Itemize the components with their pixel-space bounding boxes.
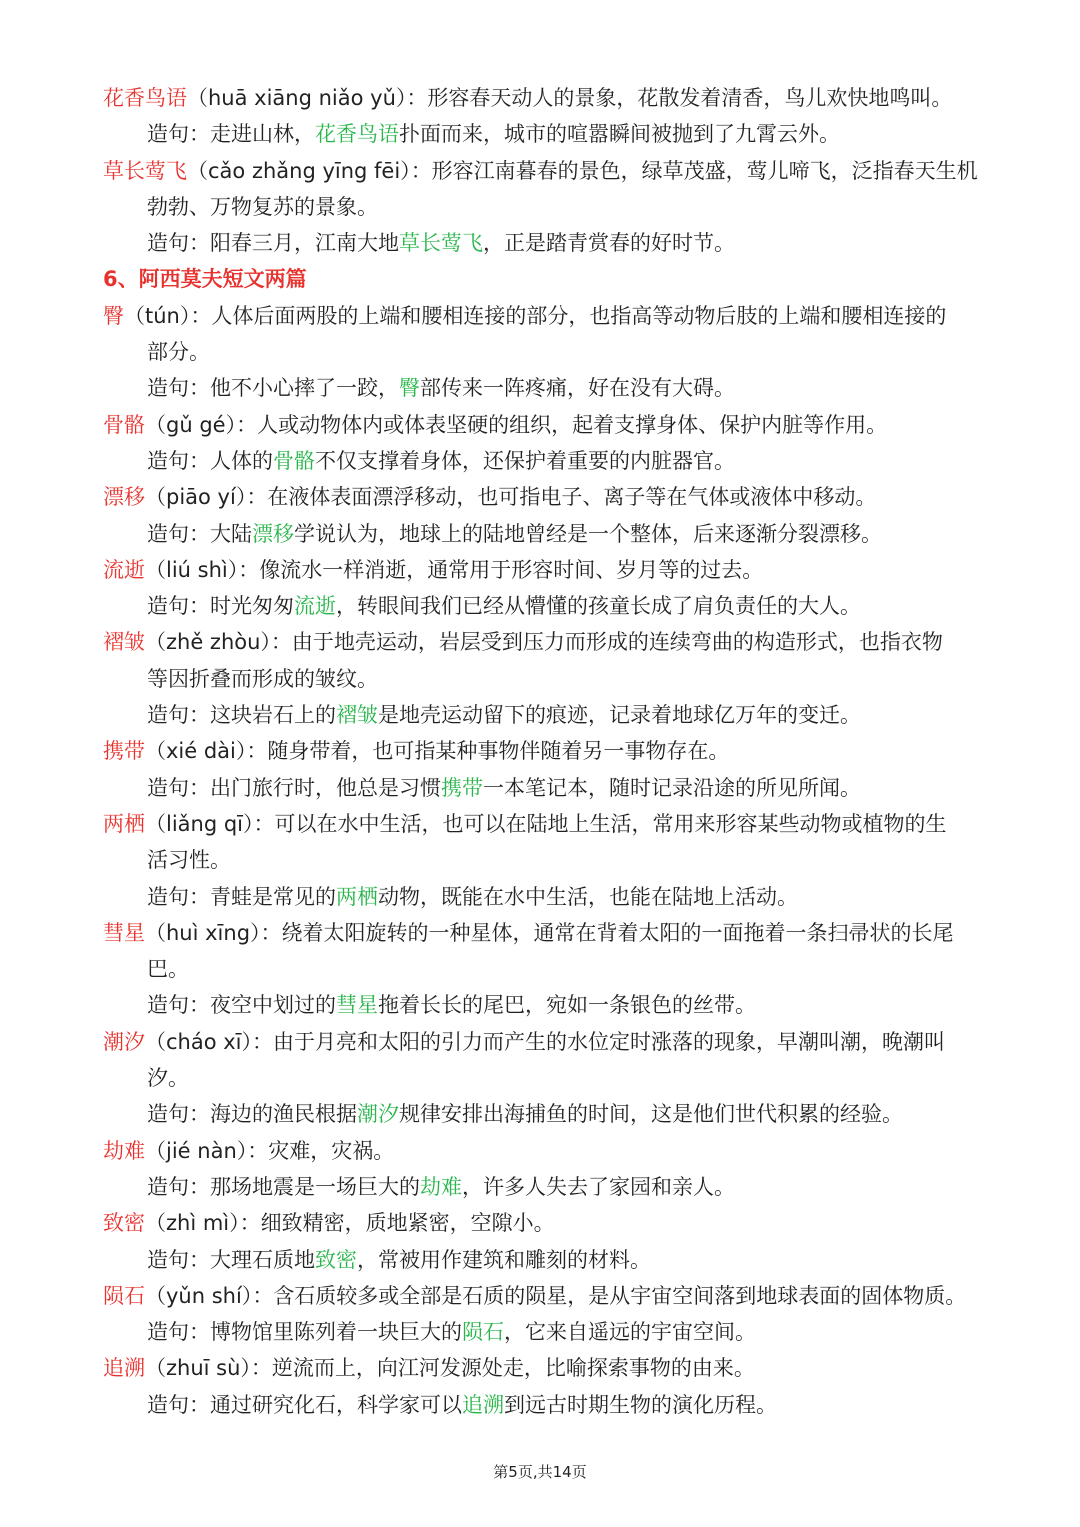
pinyin: （xié dài） (145, 739, 247, 764)
entry-line (103, 552, 983, 588)
entry-line (103, 1278, 983, 1314)
example-sentence (103, 697, 983, 733)
pinyin: （liǎng qī） (145, 811, 254, 836)
sentence-prefix: 造句：海边的渔民根据 (147, 1102, 357, 1127)
page-footer: 第5页,共14页 (493, 1463, 587, 1481)
sentence-prefix: 造句：这块岩石上的 (147, 703, 336, 728)
sentence-keyword: 两栖 (336, 884, 378, 909)
definition: ：可以在水中生活，也可以在陆地上生活，常用来形容某些动物或植物的生 (253, 811, 947, 836)
pinyin: （piāo yí） (145, 485, 247, 510)
example-sentence (103, 1387, 983, 1423)
sentence-prefix: 造句：博物馆里陈列着一块巨大的 (147, 1320, 462, 1345)
sentence-keyword: 花香鸟语 (315, 122, 399, 147)
headword: 致密 (103, 1211, 145, 1236)
sentence-keyword: 陨石 (462, 1320, 504, 1345)
sentence-suffix: ，正是踏青赏春的好时节。 (483, 231, 735, 256)
definition: ：人体后面两股的上端和腰相连接的部分，也指高等动物后肢的上端和腰相连接的 (190, 303, 947, 328)
headword: 臀 (103, 303, 124, 328)
entry-line (103, 80, 983, 116)
headword: 流逝 (103, 557, 145, 582)
pinyin: （liú shì） (145, 557, 239, 582)
definition-continued: 汐。 (147, 1066, 189, 1091)
sentence-prefix: 造句：他不小心摔了一跤， (147, 376, 399, 401)
definition: ：灾难，灾祸。 (247, 1138, 395, 1163)
entry-line (103, 1205, 983, 1241)
sentence-suffix: 扑面而来，城市的喧嚣瞬间被抛到了九霄云外。 (399, 122, 840, 147)
sentence-keyword: 褶皱 (336, 703, 378, 728)
headword: 漂移 (103, 485, 145, 510)
vocabulary-list (103, 80, 983, 1423)
pinyin: （jié nàn） (145, 1138, 248, 1163)
example-sentence (103, 588, 983, 624)
sentence-suffix: 到远古时期生物的演化历程。 (504, 1392, 777, 1417)
example-sentence (103, 1314, 983, 1350)
definition: ：由于地壳运动，岩层受到压力而形成的连续弯曲的构造形式，也指衣物 (270, 630, 943, 655)
headword: 彗星 (103, 920, 145, 945)
sentence-keyword: 臀 (399, 376, 420, 401)
pinyin: （gǔ gé） (145, 412, 237, 437)
sentence-keyword: 潮汐 (357, 1102, 399, 1127)
entry-line (103, 1350, 983, 1386)
pinyin: （huì xīng） (145, 920, 261, 945)
sentence-suffix: 拖着长长的尾巴，宛如一条银色的丝带。 (378, 993, 756, 1018)
entry-line (103, 915, 983, 951)
example-sentence (103, 370, 983, 406)
sentence-suffix: ，转眼间我们已经从懵懂的孩童长成了肩负责任的大人。 (336, 594, 861, 619)
example-sentence (103, 987, 983, 1023)
sentence-keyword: 漂移 (252, 521, 294, 546)
entry-line (103, 1024, 983, 1060)
sentence-prefix: 造句：出门旅行时，他总是习惯 (147, 775, 441, 800)
sentence-keyword: 彗星 (336, 993, 378, 1018)
entry-line (103, 407, 983, 443)
headword: 骨骼 (103, 412, 145, 437)
sentence-prefix: 造句：阳春三月，江南大地 (147, 231, 399, 256)
definition: ：绕着太阳旋转的一种星体，通常在背着太阳的一面拖着一条扫帚状的长尾 (260, 920, 954, 945)
sentence-prefix: 造句：人体的 (147, 448, 273, 473)
definition: ：由于月亮和太阳的引力而产生的水位定时涨落的现象，早潮叫潮，晚潮叫 (252, 1029, 946, 1054)
sentence-prefix: 造句：走进山林， (147, 122, 315, 147)
sentence-prefix: 造句：大理石质地 (147, 1247, 315, 1272)
definition: ：细致精密，质地紧密，空隙小。 (239, 1211, 555, 1236)
sentence-suffix: 规律安排出海捕鱼的时间，这是他们世代积累的经验。 (399, 1102, 903, 1127)
headword: 劫难 (103, 1138, 145, 1163)
example-sentence (103, 516, 983, 552)
sentence-keyword: 骨骼 (273, 448, 315, 473)
headword: 追溯 (103, 1356, 145, 1381)
pinyin: （zhě zhòu） (145, 630, 271, 655)
sentence-suffix: 学说认为，地球上的陆地曾经是一个整体，后来逐渐分裂漂移。 (294, 521, 882, 546)
headword: 陨石 (103, 1283, 145, 1308)
headword: 褶皱 (103, 630, 145, 655)
sentence-prefix: 造句：通过研究化石，科学家可以 (147, 1392, 462, 1417)
example-sentence (103, 443, 983, 479)
example-sentence (103, 770, 983, 806)
definition: ：在液体表面漂浮移动，也可指电子、离子等在气体或液体中移动。 (246, 485, 877, 510)
sentence-keyword: 草长莺飞 (399, 231, 483, 256)
entry-line (103, 479, 983, 515)
pinyin: （huā xiāng niǎo yǔ） (187, 86, 407, 110)
sentence-prefix: 造句：夜空中划过的 (147, 993, 336, 1018)
sentence-prefix: 造句：那场地震是一场巨大的 (147, 1174, 420, 1199)
headword: 两栖 (103, 811, 145, 836)
entry-line (103, 806, 983, 842)
sentence-suffix: 部传来一阵疼痛，好在没有大碍。 (420, 376, 735, 401)
headword: 草长莺飞 (103, 158, 187, 183)
sentence-suffix: 是地壳运动留下的痕迹，记录着地球亿万年的变迁。 (378, 703, 861, 728)
sentence-suffix: ，许多人失去了家园和亲人。 (462, 1174, 735, 1199)
example-sentence (103, 225, 983, 261)
sentence-suffix: ，它来自遥远的宇宙空间。 (504, 1320, 756, 1345)
sentence-suffix: 动物，既能在水中生活，也能在陆地上活动。 (378, 884, 798, 909)
definition: ：含石质较多或全部是石质的陨星，是从宇宙空间落到地球表面的固体物质。 (252, 1283, 967, 1308)
example-sentence (103, 116, 983, 152)
entry-line (103, 153, 983, 189)
sentence-keyword: 携带 (441, 775, 483, 800)
definition: ：随身带着，也可指某种事物伴随着另一事物存在。 (246, 739, 730, 764)
definition-continued: 部分。 (147, 340, 210, 365)
definition: ：形容江南暮春的景色，绿草茂盛，莺儿啼飞，泛指春天生机 (410, 158, 978, 183)
pinyin: （yǔn shí） (145, 1283, 253, 1308)
definition: ：人或动物体内或体表坚硬的组织，起着支撑身体、保护内脏等作用。 (236, 412, 888, 437)
pinyin: （zhuī sù） (145, 1356, 251, 1381)
entry-line (103, 298, 983, 334)
definition-continued: 勃勃、万物复苏的景象。 (147, 194, 378, 219)
pinyin: （zhì mì） (145, 1211, 240, 1236)
sentence-keyword: 追溯 (462, 1392, 504, 1417)
sentence-keyword: 致密 (315, 1247, 357, 1272)
sentence-prefix: 造句：大陆 (147, 521, 252, 546)
headword: 携带 (103, 739, 145, 764)
entry-line (103, 1133, 983, 1169)
definition: ：逆流而上，向江河发源处走，比喻探索事物的由来。 (250, 1356, 755, 1381)
definition: ：像流水一样消逝，通常用于形容时间、岁月等的过去。 (238, 557, 764, 582)
sentence-suffix: 不仅支撑着身体，还保护着重要的内脏器官。 (315, 448, 735, 473)
definition-continued: 巴。 (147, 957, 189, 982)
sentence-suffix: ，常被用作建筑和雕刻的材料。 (357, 1247, 651, 1272)
sentence-prefix: 造句：时光匆匆 (147, 594, 294, 619)
headword: 花香鸟语 (103, 86, 187, 110)
section-title: 6、阿西莫夫短文两篇 (103, 267, 307, 292)
pinyin: （cǎo zhǎng yīng fēi） (187, 158, 411, 183)
entry-line (103, 733, 983, 769)
example-sentence (103, 879, 983, 915)
definition-continued: 等因折叠而形成的皱纹。 (147, 666, 378, 691)
sentence-keyword: 劫难 (420, 1174, 462, 1199)
sentence-keyword: 流逝 (294, 594, 336, 619)
example-sentence (103, 1169, 983, 1205)
definition: ：形容春天动人的景象，花散发着清香，鸟儿欢快地鸣叫。 (406, 86, 953, 110)
sentence-suffix: 一本笔记本，随时记录沿途的所见所闻。 (483, 775, 861, 800)
definition-continued: 活习性。 (147, 848, 231, 873)
pinyin: （cháo xī） (145, 1029, 253, 1054)
example-sentence (103, 1242, 983, 1278)
sentence-prefix: 造句：青蛙是常见的 (147, 884, 336, 909)
pinyin: （tún） (124, 303, 191, 328)
entry-line (103, 624, 983, 660)
example-sentence (103, 1096, 983, 1132)
headword: 潮汐 (103, 1029, 145, 1054)
